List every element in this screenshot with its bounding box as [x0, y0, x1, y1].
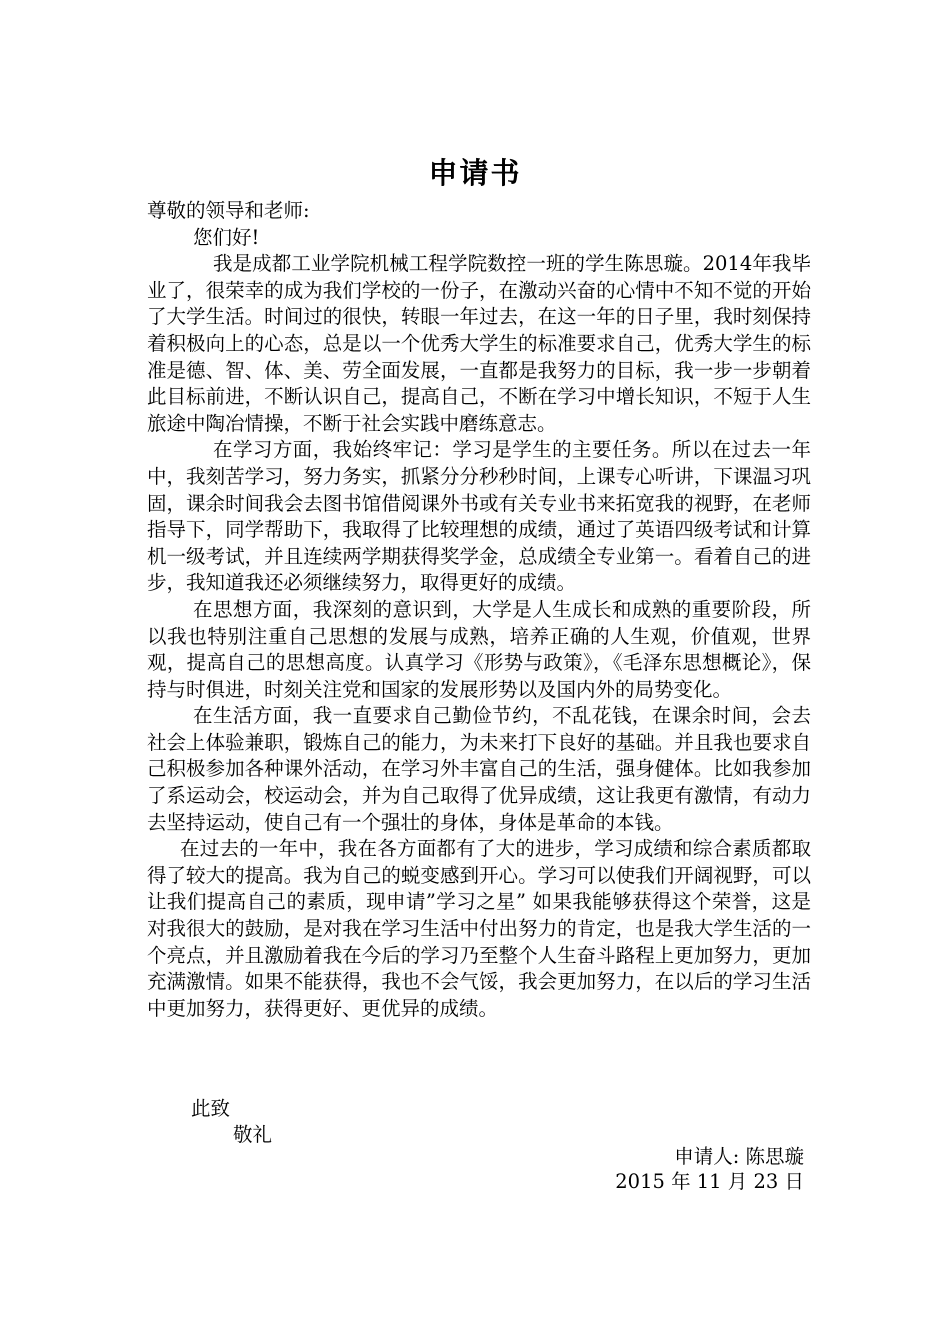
applicant-signature: 申请人: 陈思璇	[674, 1145, 804, 1168]
paragraph-summary: 在过去的一年中，我在各方面都有了大的进步，学习成绩和综合素质都取得了较大的提高。我为自己的蜕变感到开心。学习可以使我们开阔视野，可以让我们提高自己的素质，现申请”学习之星” 如果我能够获得这个荣誉，这是对我很大的鼓励，是对我在学习生活中付出努力的肯定，也是我大学生活的一个亮点，并且激励着我在今后的学习乃至整个人生奋斗路程上更加努力，更加充满激情。如果不能获得，我也不会气馁，我会更加努力，在以后的学习生活中更加努力，获得更好、更优异的成绩。	[147, 837, 811, 1020]
salutation: 尊敬的领导和老师:	[147, 199, 310, 222]
paragraph-life: 在生活方面，我一直要求自己勤俭节约，不乱花钱，在课余时间，会去社会上体验兼职，锻炼自己的能力，为未来打下良好的基础。并且我也要求自己积极参加各种课外活动，在学习外丰富自己的生活，强身健体。比如我参加了系运动会，校运动会，并为自己取得了优异成绩，这让我更有激情，有动力去坚持运动，使自己有一个强壮的身体，身体是革命的本钱。	[147, 704, 811, 834]
application-date: 2015 年 11 月 23 日	[615, 1170, 804, 1193]
closing-salute: 此致	[191, 1097, 231, 1120]
document-body	[147, 198, 811, 1022]
paragraph-study: 在学习方面，我始终牢记：学习是学生的主要任务。所以在过去一年中，我刻苦学习，努力务实，抓紧分分秒秒时间，上课专心听讲，下课温习巩固，课余时间我会去图书馆借阅课外书或有关专业书来拓宽我的视野，在老师指导下，同学帮助下，我取得了比较理想的成绩，通过了英语四级考试和计算机一级考试，并且连续两学期获得奖学金，总成绩全专业第一。看着自己的进步，我知道我还必须继续努力，取得更好的成绩。	[147, 438, 811, 595]
paragraph-intro: 我是成都工业学院机械工程学院数控一班的学生陈思璇。2014年我毕业了，很荣幸的成为我们学校的一份子，在激动兴奋的心情中不知不觉的开始了大学生活。时间过的很快，转眼一年过去，在这一年的日子里，我时刻保持着积极向上的心态，总是以一个优秀大学生的标准要求自己，优秀大学生的标准是德、智、体、美、劳全面发展，一直都是我努力的目标，我一步一步朝着此目标前进，不断认识自己，提高自己，不断在学习中增长知识，不短于人生旅途中陶冶情操，不断于社会实践中磨练意志。	[147, 252, 811, 435]
paragraph-thought: 在思想方面，我深刻的意识到，大学是人生成长和成熟的重要阶段，所以我也特别注重自己思想的发展与成熟，培养正确的人生观，价值观，世界观，提高自己的思想高度。认真学习《形势与政策》，《毛泽东思想概论》，保持与时俱进，时刻关注党和国家的发展形势以及国内外的局势变化。	[147, 597, 811, 701]
document-title: 申请书	[428, 156, 522, 190]
closing-respect: 敬礼	[233, 1123, 273, 1146]
greeting: 您们好!	[193, 225, 260, 249]
